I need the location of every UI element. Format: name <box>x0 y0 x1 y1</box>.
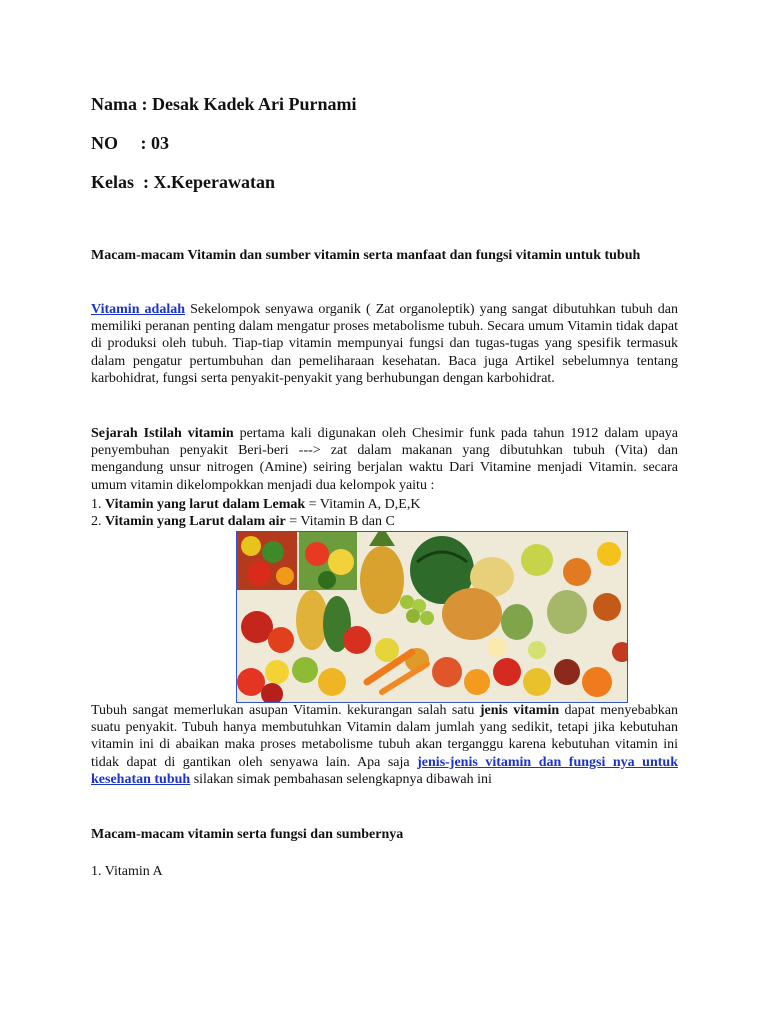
group-1-rest: = Vitamin A, D,E,K <box>305 497 421 512</box>
student-number: NO : 03 <box>91 133 169 153</box>
document-page <box>91 0 678 1024</box>
intro-paragraph <box>91 301 678 387</box>
history-lead: Sejarah Istilah vitamin <box>91 426 234 441</box>
group-2-rest: = Vitamin B dan C <box>285 514 395 529</box>
group-2-bold: Vitamin yang Larut dalam air <box>105 514 286 529</box>
jenis-vitamin-link[interactable]: jenis-jenis vitamin dan fungsi nya untuk kesehatan tubuh <box>91 754 678 787</box>
fruits-vegetables-photo-icon <box>237 532 627 702</box>
group-2-number: 2. <box>91 514 105 529</box>
need-part1: Tubuh sangat memerlukan asupan Vitamin. kekurangan salah satu <box>91 703 480 718</box>
vitamin-group-2 <box>91 513 395 530</box>
need-bold: jenis vitamin <box>479 703 560 718</box>
student-name: Nama : Desak Kadek Ari Purnami <box>91 94 357 114</box>
history-paragraph <box>91 425 678 494</box>
student-class: Kelas : X.Keperawatan <box>91 172 275 192</box>
vitamin-adalah-link[interactable]: Vitamin adalah <box>91 302 186 317</box>
article-title: Macam-macam Vitamin dan sumber vitamin serta manfaat dan fungsi vitamin untuk tubuh <box>91 248 641 263</box>
history-body: pertama kali digunakan oleh Chesimir funk pada tahun 1912 dalam upaya penyembuhan penyakit Beri-beri ---> zat dalam makanan yang dibutuhkan tubuh (Vita) dan mengandung unsur nitrogen (Amine) seiring berjalan waktu Dari Vitamine menjadi Vitamin. secara umum vitamin dikelompokkan menjadi dua kelompok yaitu : <box>91 426 678 493</box>
need-paragraph <box>91 702 678 788</box>
section-heading: Macam-macam vitamin serta fungsi dan sumbernya <box>91 827 404 842</box>
fruits-vegetables-image <box>236 531 628 703</box>
group-1-number: 1. <box>91 497 105 512</box>
vitamin-a-item: 1. Vitamin A <box>91 864 163 879</box>
need-part3: silakan simak pembahasan selengkapnya dibawah ini <box>190 771 492 787</box>
vitamin-group-1 <box>91 496 420 513</box>
group-1-bold: Vitamin yang larut dalam Lemak <box>105 497 306 512</box>
intro-body: Sekelompok senyawa organik ( Zat organoleptik) yang sangat dibutuhkan tubuh dan memiliki peranan penting dalam mengatur proses metabolisme tubuh. Secara umum Vitamin tidak dapat di produksi oleh tubuh. Tiap-tiap vitamin mempunyai fungsi dan tugas-tugas yang spesifik termasuk dalam pengatur pertumbuhan dan pemeliharaan kesehatan. Baca juga Artikel sebelumnya tentang karbohidrat, fungsi serta penyakit-penyakit yang berhubungan dengan karbohidrat. <box>91 302 678 386</box>
need-part2: dapat menyebabkan suatu penyakit. Tubuh hanya membutuhkan Vitamin dalam jumlah yang sedikit, tetapi jika kebutuhan vitamin ini di abaikan maka proses metabolisme tubuh akan terganggu karena kebutuhan vitamin ini tidak dapat di gantikan oleh senyawa lain. Apa saja <box>91 703 678 770</box>
